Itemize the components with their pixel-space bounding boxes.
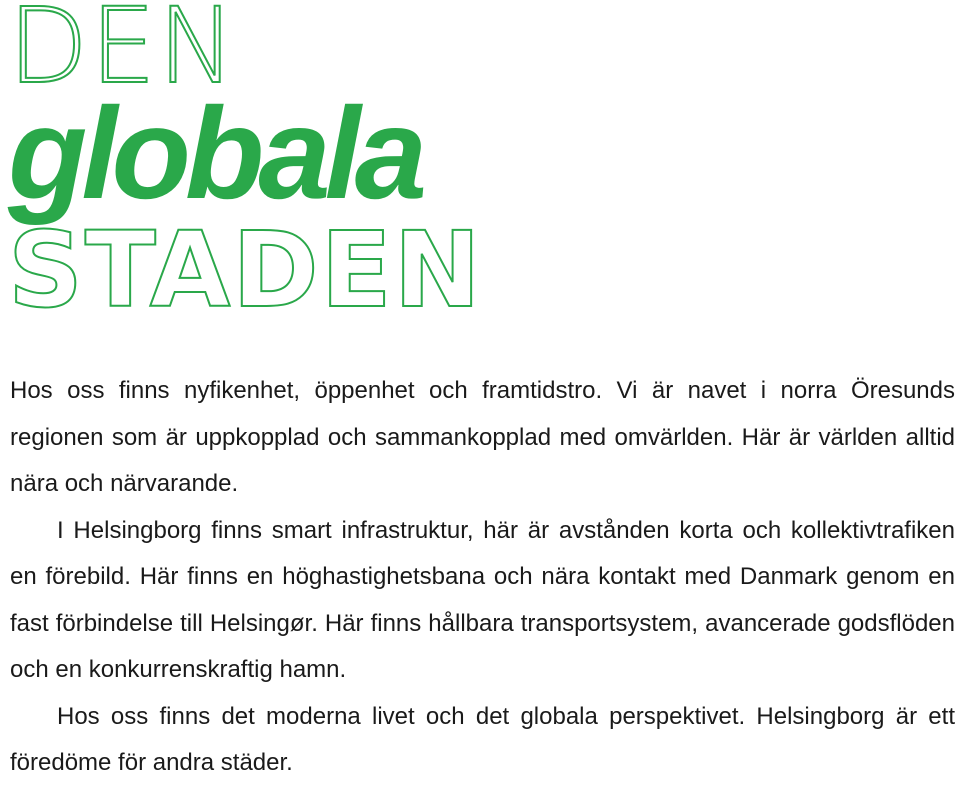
body-text <box>10 368 955 787</box>
title-line-staden: STADEN <box>8 209 483 331</box>
title-line-den: DEN <box>8 0 238 107</box>
title-line-globala: globala <box>8 80 422 226</box>
paragraph-modern-life: Hos oss finns det moderna livet och det globala perspektivet. Helsingborg är ett föredöme för andra städer. <box>10 702 955 776</box>
paragraph-infrastructure: I Helsingborg finns smart infrastruktur, här är avstånden korta och kollektivtrafiken en förebild. Här finns en höghastighetsbana och nära kontakt med Danmark genom en fast förbindelse till Helsingør. Här finns hållbara transportsystem, avancerade godsflöden och en konkurrenskraftig hamn. <box>10 516 955 683</box>
paragraph-intro: Hos oss finns nyfikenhet, öppenhet och framtidstro. Vi är navet i norra Öresunds regionen som är uppkopplad och sammankopplad med omvärlden. Här är världen alltid nära och närvarande. <box>10 377 955 497</box>
